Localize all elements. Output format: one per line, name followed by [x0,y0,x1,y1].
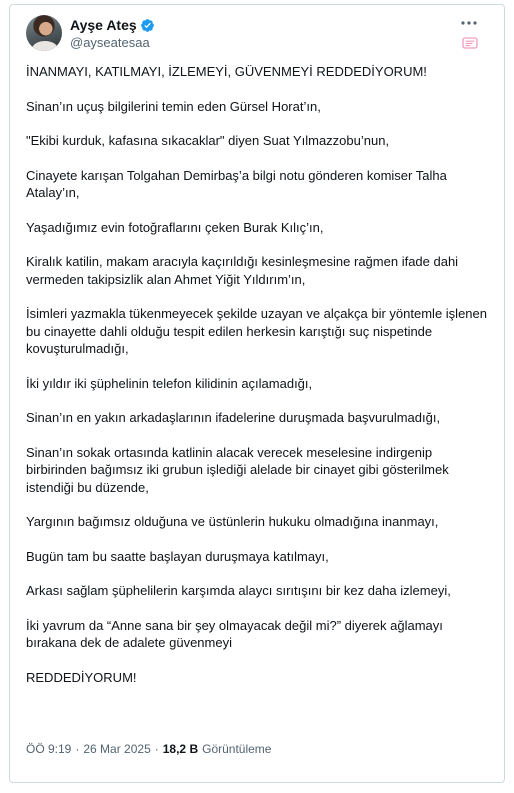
tweet-date[interactable]: 26 Mar 2025 [83,742,151,756]
tweet-paragraph: Yargının bağımsız olduğuna ve üstünlerin hukuku olmadığına inanmayı, [26,514,439,529]
tweet-card [9,4,505,783]
tweet-paragraph: REDDEDİYORUM! [26,669,137,685]
author-display-name[interactable]: Ayşe Ateş [70,17,137,33]
tweet-paragraph: İNANMAYI, KATILMAYI, İZLEMEYİ, GÜVENMEYİ REDDEDİYORUM! [26,64,427,79]
views-label: Görüntüleme [202,742,272,756]
tweet-paragraph: Sinan’ın sokak ortasında katlinin alacak verecek meselesine indirgenip birbirinden bağımsız iki grubun işlediği alelade bir cinayet gibi gösterilmek istendiği bu düzende, [26,444,449,495]
tweet-paragraph: Arkası sağlam şüphelilerin karşımda alaycı sırıtışını bir kez daha izlemeyi, [26,583,451,598]
avatar[interactable] [26,15,62,51]
tweet-paragraph: Sinan’ın uçuş bilgilerini temin eden Gürsel Horat’ın, [26,98,321,114]
author-name-row [70,17,155,34]
tweet-paragraph: "Ekibi kurduk, kafasına sıkacaklar" diyen Suat Yılmazzobu’nun, [26,133,390,148]
tweet-paragraph: İki yıldır iki şüphelinin telefon kilidinin açılamadığı, [26,375,313,391]
meta-separator: · [75,742,80,756]
tweet-paragraph: Kiralık katilin, makam aracıyla kaçırıldığı kesinleşmesine rağmen ifade dahi vermeden takipsizlik alan Ahmet Yiğit Yıldırım’ın, [26,254,459,287]
verified-badge-icon [140,18,155,33]
tweet-paragraph: Sinan’ın en yakın arkadaşlarının ifadelerine duruşmada başvurulmadığı, [26,410,441,425]
views-count[interactable]: 18,2 B [162,742,199,756]
author-handle[interactable]: @ayseatesaa [70,35,150,50]
grok-icon[interactable] [462,37,478,49]
meta-separator: · [154,742,159,756]
tweet-meta [26,742,271,756]
tweet-header [26,15,494,55]
tweet-paragraph: Yaşadığımız evin fotoğraflarını çeken Burak Kılıç’ın, [26,219,324,235]
tweet-time[interactable]: ÖÖ 9:19 [26,742,72,756]
tweet-paragraph: İsimleri yazmakla tükenmeyecek şekilde uzayan ve alçakça bir yöntemle işlenen bu cinayette dahli olduğu tespit edilen herkesin karıştığı suç nispetinde kovuşturulmadığı, [26,306,487,356]
tweet-paragraph: Bugün tam bu saatte başlayan duruşmaya katılmayı, [26,548,329,564]
tweet-text [26,63,492,703]
more-options-icon [461,21,477,25]
avatar-shirt-shape [32,41,58,51]
tweet-paragraph: Cinayete karışan Tolgahan Demirbaş’a bilgi notu gönderen komiser Talha Atalay’ın, [26,167,447,200]
tweet-paragraph: İki yavrum da “Anne sana bir şey olmayacak değil mi?” diyerek ağlamayı bırakana dek de adalete güvenmeyi [26,617,443,650]
